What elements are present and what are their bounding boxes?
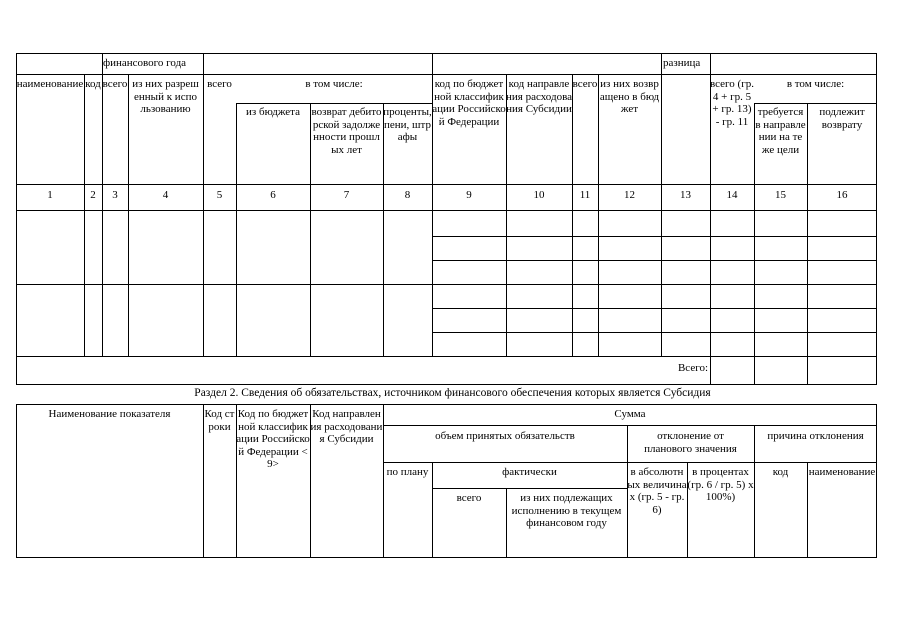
header-budget-class-code: код по бюджетной классификации Российской Федерации — [432, 78, 506, 128]
header-interest: проценты, пени, штрафы — [383, 106, 432, 143]
total-label: Всего: — [677, 362, 708, 374]
col-number-12: 12 — [624, 189, 635, 201]
partial-header-difference: разница — [663, 57, 701, 69]
header-total-col11: всего — [572, 78, 598, 90]
t2-header-by-plan: по плану — [386, 466, 429, 478]
t2-header-sum: Сумма — [614, 408, 646, 420]
header-total-col5: всего — [207, 78, 232, 90]
header-from-budget: из бюджета — [246, 106, 300, 118]
t2-header-actual: фактически — [502, 466, 557, 478]
section-2-title: Раздел 2. Сведения об обязательствах, источником финансового обеспечения которых является Субсидия — [194, 387, 711, 399]
t2-header-direction-code: Код направления расходования Субсидии — [310, 408, 383, 445]
t2-header-code: код — [772, 466, 789, 478]
col-number-9: 9 — [466, 189, 472, 201]
t2-header-line-code: Код строки — [204, 408, 235, 433]
t2-header-indicator: Наименование показателя — [48, 408, 171, 420]
col-number-11: 11 — [579, 189, 591, 201]
t2-header-accepted-volume: объем принятых обязательств — [435, 430, 575, 442]
partial-header-financial-year: финансового года — [103, 57, 187, 69]
header-direction-code: код направления расходования Субсидии — [506, 78, 572, 115]
col-number-8: 8 — [404, 189, 411, 201]
header-return-receivable: возврат дебиторской задолженности прошлых лет — [311, 106, 382, 156]
col-number-3: 3 — [112, 189, 118, 201]
col-number-6: 6 — [270, 189, 276, 201]
col-number-7: 7 — [343, 189, 350, 201]
header-total-col14: всего (гр. 4 + гр. 5 + гр. 13) - гр. 11 — [710, 78, 754, 128]
col-number-15: 15 — [775, 189, 786, 201]
col-number-14: 14 — [726, 189, 738, 201]
t2-header-deviation: отклонение от планового значения — [644, 430, 737, 455]
t2-header-total: всего — [456, 492, 482, 504]
col-number-1: 1 — [47, 189, 53, 201]
header-code: код — [85, 78, 101, 90]
header-to-return: подлежит возврату — [819, 106, 865, 131]
col-number-5: 5 — [216, 189, 223, 201]
col-number-10: 10 — [533, 189, 545, 201]
header-including: в том числе: — [305, 78, 363, 90]
t2-header-deviation-reason: причина отклонения — [767, 430, 864, 442]
col-number-4: 4 — [162, 189, 169, 201]
col-number-13: 13 — [680, 189, 691, 201]
header-returned-to-budget: из них возвращено в бюджет — [599, 78, 660, 115]
header-total-col3: всего — [102, 78, 128, 90]
t2-header-abs: в абсолютных величинах (гр. 5 - гр. 6) — [627, 466, 687, 516]
header-name: наименование — [16, 78, 84, 90]
header-of-them-allowed: из них разрешенный к использованию — [132, 78, 199, 115]
t2-header-percent: в процентах (гр. 6 / гр. 5) x 100%) — [687, 466, 754, 503]
t2-header-of-them-current: из них подлежащих исполнению в текущем финансовом году — [511, 492, 622, 529]
col-number-16: 16 — [836, 189, 848, 201]
t2-header-name: наименование — [808, 466, 876, 478]
header-required-same: требуется в направлении на те же цели — [755, 106, 806, 156]
t2-header-budget-class-code: Код по бюджетной классификации Российской Федерации <9> — [236, 408, 310, 470]
col-number-2: 2 — [90, 189, 96, 201]
header-including-2: в том числе: — [786, 78, 845, 90]
